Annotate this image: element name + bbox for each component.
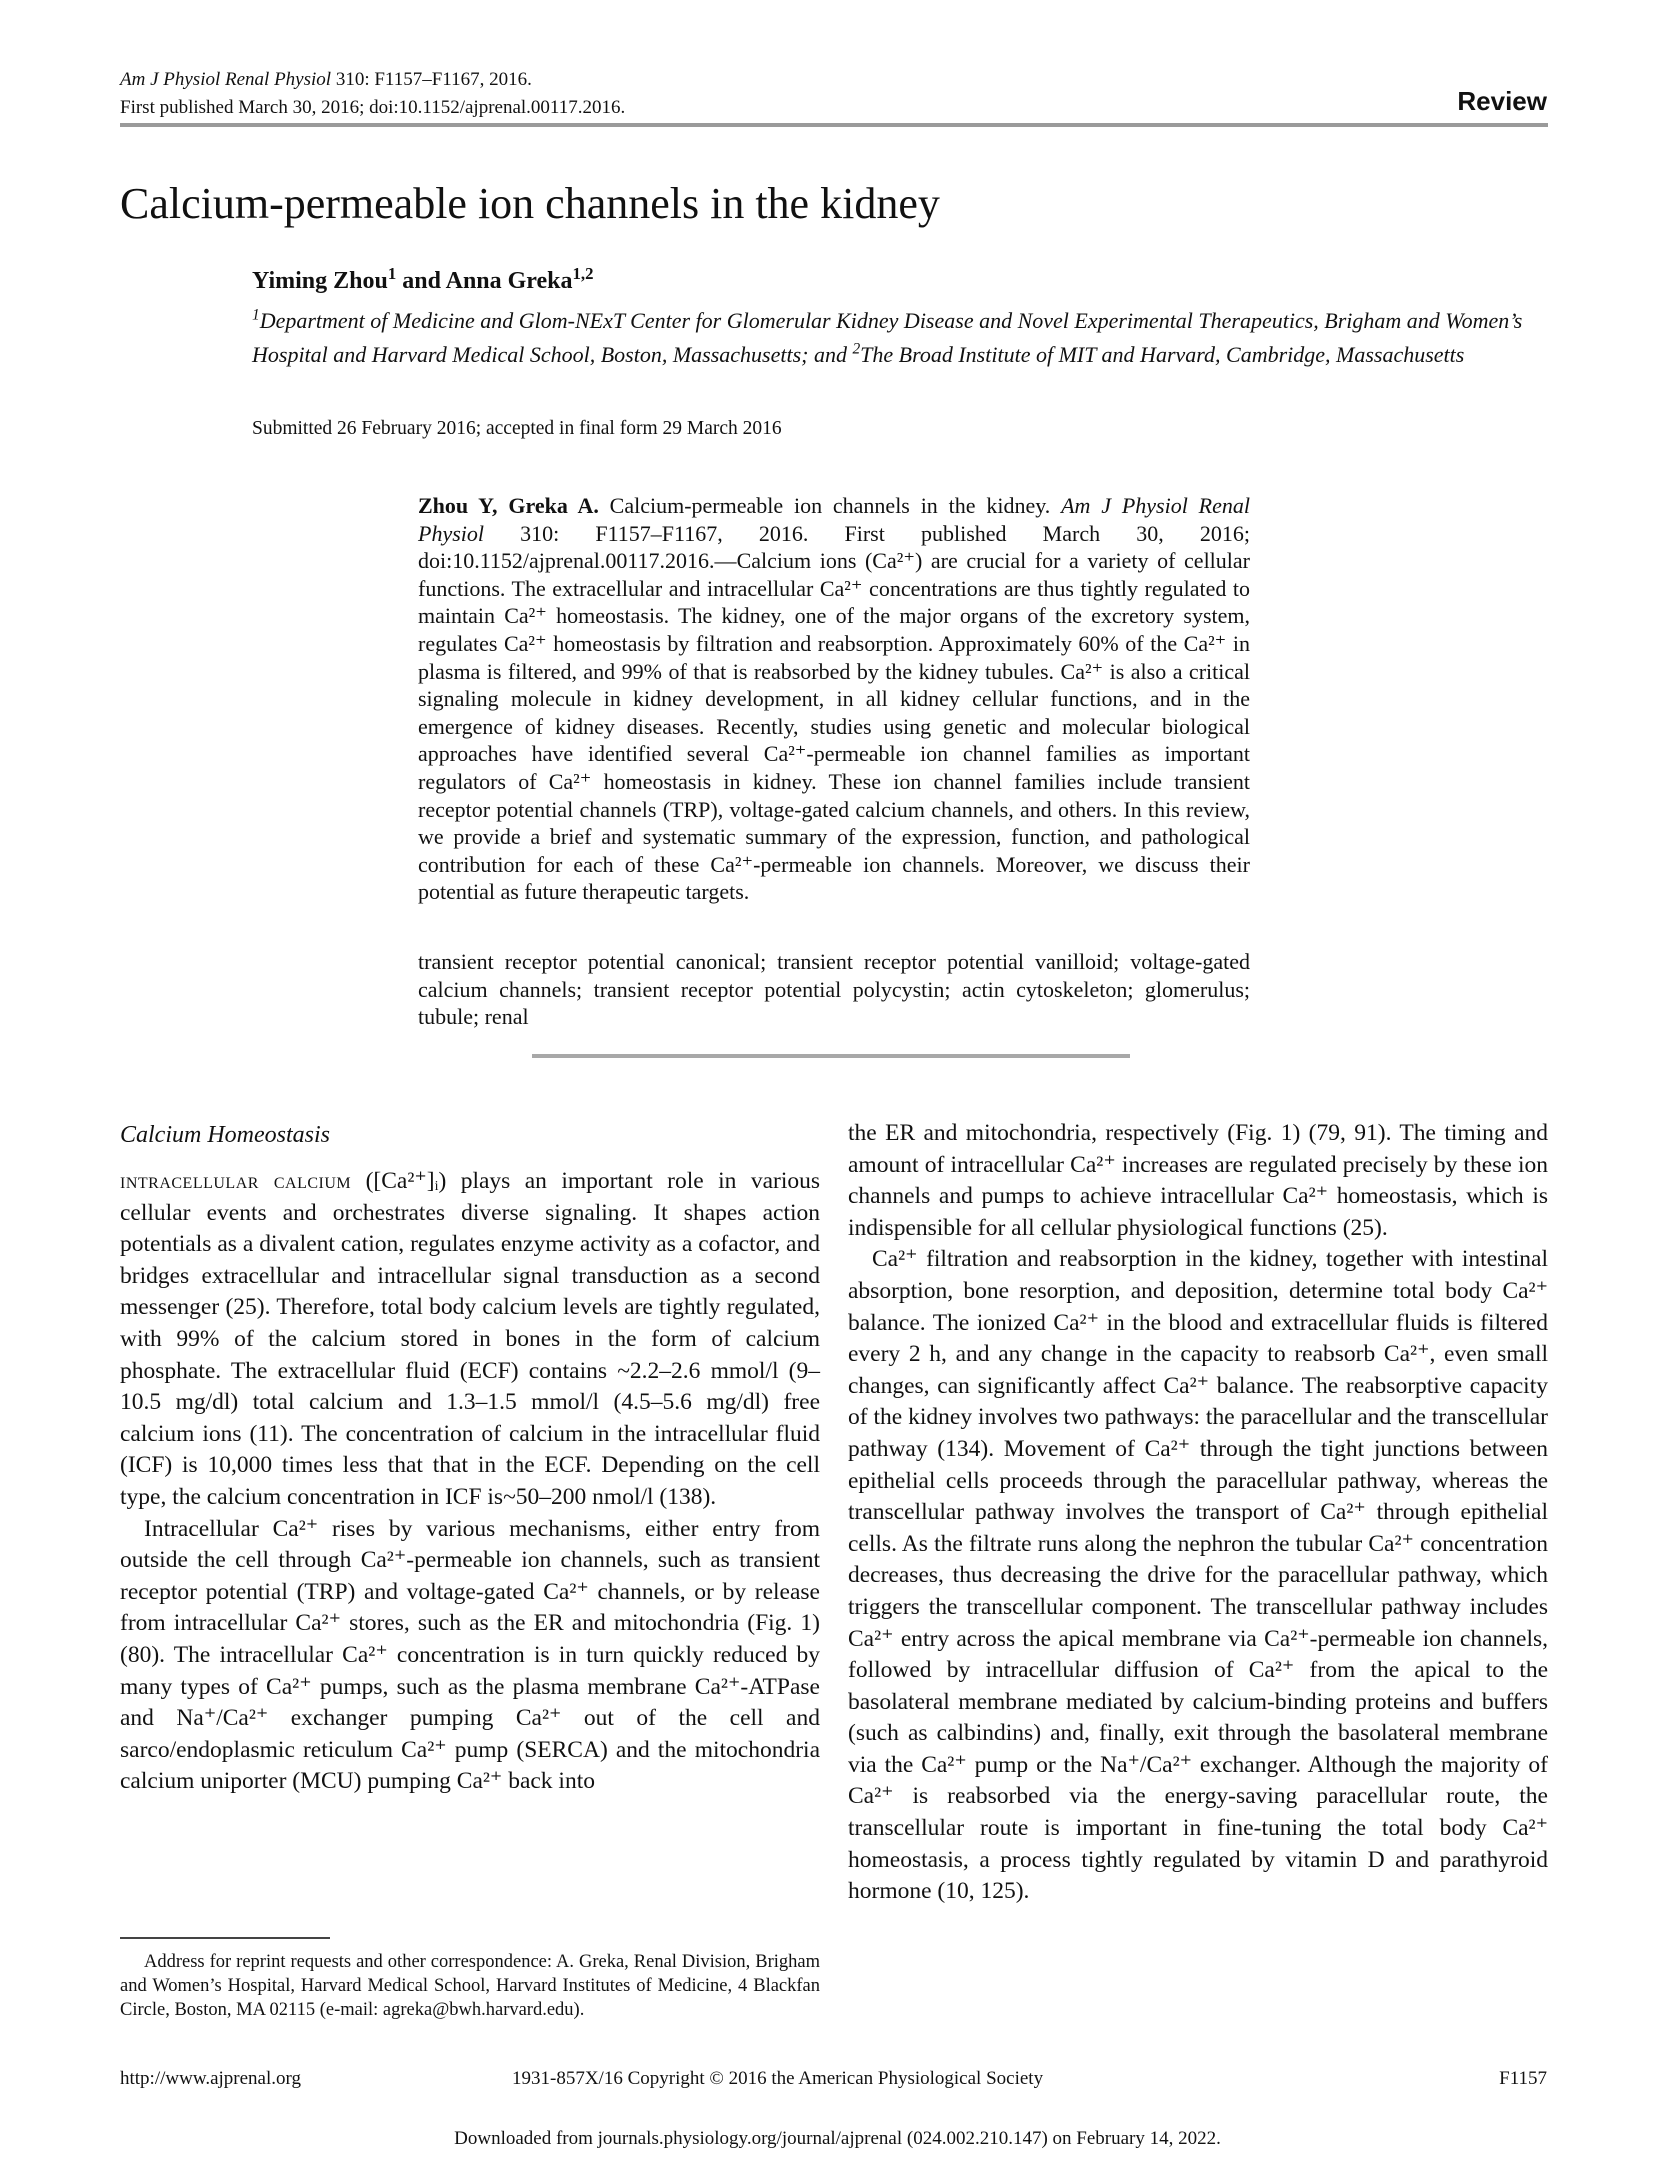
footnote-text: Address for reprint requests and other correspondence: A. Greka, Renal Division, Brigham and Women’s Hospital, Harvard Medical School, Harvard Institutes of Medicine, 4 Blackfan Circle, Boston, MA 02115 (e-mail: agreka@bwh.harvard.edu). (120, 1952, 820, 2020)
body-paragraph: Ca²⁺ filtration and reabsorption in the kidney, together with intestinal absorption, bone resorption, and deposition, determine total body Ca²⁺ balance. The ionized Ca²⁺ in the blood and extracellular fluids is filtered every 2 h, and any change in the capacity to reabsorb Ca²⁺, even small changes, can significantly affect Ca²⁺ balance. The reabsorptive capacity of the kidney involves two pathways: the paracellular and the transcellular pathway (134). Movement of Ca²⁺ through the tight junctions between epithelial cells proceeds through the paracellular pathway, whereas the transcellular pathway involves the transport of Ca²⁺ through epithelial cells. As the filtrate runs along the nephron the tubular Ca²⁺ concentration decreases, thus decreasing the drive for the paracellular pathway, which triggers the transcellular component. The transcellular pathway includes Ca²⁺ entry across the apical membrane via Ca²⁺-permeable ion channels, followed by intracellular diffusion of Ca²⁺ from the apical to the basolateral membrane mediated by calcium-binding proteins and buffers (such as calbindins) and, finally, exit through the basolateral membrane via the Ca²⁺ pump or the Na⁺/Ca²⁺ exchanger. Although the majority of Ca²⁺ is reabsorbed via the energy-saving paracellular route, the transcellular route is important in fine-tuning the total body Ca²⁺ homeostasis, a process tightly regulated by vitamin D and parathyroid hormone (10, 125). (848, 1246, 1548, 1905)
correspondence-footnote (120, 1950, 820, 2022)
right-column (848, 1118, 1548, 1908)
keywords: transient receptor potential canonical; transient receptor potential vanilloid; voltage-gated calcium channels; transient receptor potential polycystin; actin cytoskeleton; glomerulus; tubule; renal (418, 949, 1250, 1030)
affil-sup: 2 (852, 340, 861, 358)
copyright-line: 1931-857X/16 Copyright © 2016 the American Physiological Society (512, 2068, 1044, 2089)
author-list (252, 263, 594, 295)
author-conjunction: and (402, 268, 441, 294)
submission-dates: Submitted 26 February 2016; accepted in final form 29 March 2016 (252, 418, 782, 439)
abstract (418, 492, 1250, 906)
abstract-divider (532, 1054, 1130, 1058)
journal-citation-line (120, 66, 625, 94)
download-notice: Downloaded from journals.physiology.org/journal/ajprenal (024.002.210.147) on February 14, 2022. (454, 2128, 1221, 2149)
section-heading: Calcium Homeostasis (120, 1122, 330, 1148)
footnote-divider (120, 1937, 330, 1939)
abstract-citation-journal: Am J Physiol Renal Physiol (418, 493, 1250, 546)
body-paragraph (120, 1166, 820, 1514)
body-paragraph: the ER and mitochondria, respectively (Fig. 1) (79, 91). The timing and amount of intracellular Ca²⁺ increases are regulated precisely by these ion channels and pumps to achieve intracellular Ca²⁺ homeostasis, which is indispensible for all cellular physiological functions (25). (848, 1120, 1548, 1241)
journal-name: Am J Physiol Renal Physiol (120, 69, 332, 90)
article-title: Calcium-permeable ion channels in the kidney (120, 179, 940, 228)
journal-header (120, 66, 625, 122)
lead-in-smallcaps: intracellular calcium (120, 1168, 352, 1194)
author-name: Yiming Zhou (252, 268, 388, 294)
journal-volume: 310: F1157–F1167, 2016. (335, 69, 532, 90)
body-paragraph: Intracellular Ca²⁺ rises by various mechanisms, either entry from outside the cell through Ca²⁺-permeable ion channels, such as transient receptor potential (TRP) and voltage-gated Ca²⁺ channels, or by release from intracellular Ca²⁺ stores, such as the ER and mitochondria (Fig. 1) (80). The intracellular Ca²⁺ concentration is in turn quickly reduced by many types of Ca²⁺ pumps, such as the plasma membrane Ca²⁺-ATPase and Na⁺/Ca²⁺ exchanger pumping Ca²⁺ out of the cell and sarco/endoplasmic reticulum Ca²⁺ pump (SERCA) and the mitochondria calcium uniporter (MCU) pumping Ca²⁺ back into (120, 1515, 820, 1795)
journal-url[interactable]: http://www.ajprenal.org (120, 2068, 301, 2089)
page-number: F1157 (1499, 2068, 1547, 2089)
abstract-citation-authors: Zhou Y, Greka A. (418, 493, 599, 518)
abstract-citation-details: 310: F1157–F1167, 2016. First published March 30, 2016; doi:10.1152/ajprenal.00117.2016.— (418, 520, 1250, 574)
first-published-line: First published March 30, 2016; doi:10.1152/ajprenal.00117.2016. (120, 97, 626, 118)
left-column (120, 1118, 820, 1798)
paragraph-text: ([Ca²⁺]ᵢ) plays an important role in various cellular events and orchestrates diverse signaling. It shapes action potentials as a divalent cation, regulates enzyme activity as a cofactor, and bridges extracellular and intracellular signal transduction as a second messenger (25). Therefore, total body calcium levels are tightly regulated, with 99% of the calcium stored in bones in the form of calcium phosphate. The extracellular fluid (ECF) contains ~2.2–2.6 mmol/l (9–10.5 mg/dl) total calcium and 1.3–1.5 mmol/l (4.5–5.6 mg/dl) free calcium ions (11). The concentration of calcium in the intracellular fluid (ICF) is 10,000 times less that that in the ECF. Depending on the cell type, the calcium concentration in ICF is~50–200 nmol/l (138). (120, 1168, 820, 1510)
abstract-body: Calcium ions (Ca²⁺) are crucial for a variety of cellular functions. The extracellular and intracellular Ca²⁺ concentrations are thus tightly regulated to maintain Ca²⁺ homeostasis. The kidney, one of the major organs of the excretory system, regulates Ca²⁺ homeostasis by filtration and reabsorption. Approximately 60% of the Ca²⁺ in plasma is filtered, and 99% of that is reabsorbed by the kidney tubules. Ca²⁺ is also a critical signaling molecule in kidney development, in all kidney cellular functions, and in the emergence of kidney diseases. Recently, studies using genetic and molecular biological approaches have identified several Ca²⁺-permeable ion channel families as important regulators of Ca²⁺ homeostasis in kidney. These ion channel families include transient receptor potential channels (TRP), voltage-gated calcium channels, and others. In this review, we provide a brief and systematic summary of the expression, function, and pathological contribution for each of these Ca²⁺-permeable ion channels. Moreover, we discuss their potential as future therapeutic targets. (418, 548, 1250, 905)
abstract-citation-title: Calcium-permeable ion channels in the kidney. (609, 493, 1051, 518)
affiliations (252, 304, 1532, 372)
affil-sup: 1 (252, 306, 260, 324)
author-affil-sup: 1,2 (572, 263, 594, 283)
affil-text: The Broad Institute of MIT and Harvard, Cambridge, Massachusetts (860, 342, 1465, 367)
affil-text: Department of Medicine and Glom-NExT Center for Glomerular Kidney Disease and Novel Experimental Therapeutics, Brigham and Women’s Hospital and Harvard Medical School, Boston, Massachusetts; and (252, 308, 1523, 367)
author-name: Anna Greka (445, 268, 573, 294)
header-divider (120, 123, 1548, 127)
section-label: Review (1457, 86, 1547, 116)
author-affil-sup: 1 (387, 263, 397, 283)
